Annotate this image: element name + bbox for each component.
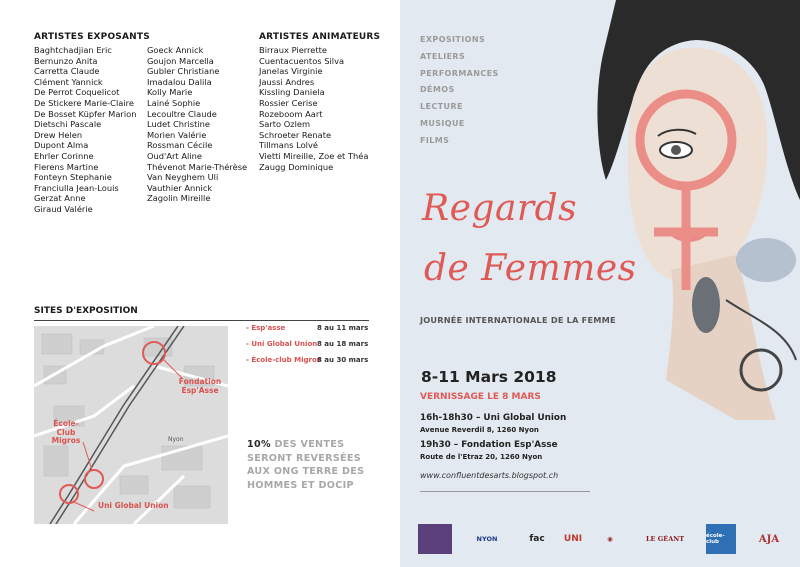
divider xyxy=(420,491,590,492)
artist-name: Baghtchadjian Eric xyxy=(34,45,112,55)
activity-item: LECTURE xyxy=(420,102,463,112)
event-time: 19h30 – Fondation Esp'Asse xyxy=(420,440,558,450)
sponsor-logos xyxy=(418,524,794,556)
map-label-uni: Uni Global Union xyxy=(98,501,169,510)
website-link[interactable]: www.confluentdesarts.blogspot.ch xyxy=(420,471,559,480)
artist-name: Rozeboom Aart xyxy=(259,108,323,119)
artist-name: De Stickere Marie-Claire xyxy=(34,97,134,108)
artist-name: Van Neyghem Uli xyxy=(147,172,219,183)
artist-name: Dupont Alma xyxy=(34,140,89,151)
animateurs-title: ARTISTES ANIMATEURS xyxy=(259,32,381,42)
sites-title: SITES D'EXPOSITION xyxy=(34,306,138,316)
artist-name: Zagolin Mireille xyxy=(147,193,211,204)
map-label-fondation: Fondation Esp'Asse xyxy=(178,377,222,395)
artist-name: Kissling Daniela xyxy=(259,87,325,98)
artist-name: Clément Yannick xyxy=(34,76,103,87)
artist-name: Fonteyn Stephanie xyxy=(34,172,112,183)
artist-name: Flerens Martine xyxy=(34,161,99,172)
artist-name: Gubler Christiane xyxy=(147,66,220,77)
woman-portrait-illustration xyxy=(576,0,800,420)
artist-name: Drew Helen xyxy=(34,129,83,140)
artist-name: Birraux Pierrette xyxy=(259,45,328,55)
artist-name: Rossman Cécile xyxy=(147,140,213,151)
activity-item: FILMS xyxy=(420,135,450,145)
sponsor-logo: école-club xyxy=(706,524,736,554)
subtitle: JOURNÉE INTERNATIONALE DE LA FEMME xyxy=(420,315,616,325)
map-label-ecole: École-Club Migros xyxy=(51,419,81,445)
sponsor-logo: NYON xyxy=(476,535,498,543)
sponsor-logo: UNI xyxy=(563,534,583,544)
artist-name: De Perrot Coquelicot xyxy=(34,87,120,98)
activities-list xyxy=(420,32,499,150)
event-address: Avenue Reverdil 8, 1260 Nyon xyxy=(420,426,539,434)
artist-name: Morien Valérie xyxy=(147,129,207,140)
exposants-title: ARTISTES EXPOSANTS xyxy=(34,32,150,42)
artist-name: Lecoultre Claude xyxy=(147,108,217,119)
artist-name: Carretta Claude xyxy=(34,66,100,77)
right-panel xyxy=(400,0,800,567)
artist-name: Ludet Christine xyxy=(147,119,211,130)
title-regards: Regards xyxy=(422,188,578,229)
artist-name: Zaugg Dominique xyxy=(259,161,334,172)
artist-name: Giraud Valérie xyxy=(34,203,93,214)
vernissage: VERNISSAGE LE 8 MARS xyxy=(420,392,541,402)
activity-item: ATELIERS xyxy=(420,51,466,61)
artist-name: Gerzat Anne xyxy=(34,193,86,204)
artist-name: Oud'Art Aline xyxy=(147,150,202,161)
sponsor-logo: LE GÉANT xyxy=(645,535,685,543)
sponsor-logo: ◉ xyxy=(607,535,613,543)
artist-name: Imadalou Dalila xyxy=(147,76,212,87)
exposants-list-2 xyxy=(147,45,247,204)
donation-note: 10% DES VENTES SERONT REVERSÉES AUX ONG TERRE DES HOMMES ET DOCIP xyxy=(247,439,365,491)
artist-name: Franciulla Jean-Louis xyxy=(34,182,119,193)
artist-name: Goeck Annick xyxy=(147,45,204,55)
left-panel: ARTISTES EXPOSANTS Baghtchadjian Eric Bernunzo Anita Carretta Claude Clément Yannick De Perrot Coquelicot De Stickere Marie-Claire De Bosset Küpfer Marion Dietschi Pascale Drew Helen Dupont Alma Ehrler Corinne Flerens Martine Fonteyn Stephanie Franciulla Jean-Louis Gerzat Anne Giraud Valérie Goeck Annick Goujon Marcella Gubler Christiane Imadalou Dalila Kolly Marie Lainé Sophie Lecoultre Claude Ludet Christine Morien Valérie Rossman Cécile Oud'Art Aline Thévenot Marie-Thérèse Van Neyghem Uli Vauthier Annick Zagolin Mireille ARTISTES ANIMATEURS Birraux Pierrette Cuentacuentos Silva Janelas Virginie Jaussi Andres Kissling Daniela Rossier Cerise Rozeboom Aart Sarto Ozlem Schroeter Renate Tillmans Lolvé Vietti Mireille, Zoe et Théa Zaugg Dominique SITES D'EXPOSITION Fondation Esp'Asse École-Club Migros Uni Global Union Nyon - Esp'asse 8 au 11 mars - Uni Global Union 8 au 18 mars - École-club Migros 8 au 30 mars 10% DES VENTES SERONT REVERSÉES AUX ONG TERRE DES HOMMES ET DOCIP xyxy=(0,0,400,567)
artist-name: Jaussi Andres xyxy=(259,76,315,87)
activity-item: MUSIQUE xyxy=(420,118,465,128)
activity-item: EXPOSITIONS xyxy=(420,35,486,44)
exposants-list-1 xyxy=(34,45,136,215)
artist-name: Tillmans Lolvé xyxy=(259,140,318,151)
artist-name: Dietschi Pascale xyxy=(34,119,102,130)
event-time: 16h-18h30 – Uni Global Union xyxy=(420,413,567,423)
artist-name: Goujon Marcella xyxy=(147,55,214,66)
artist-name: Ehrler Corinne xyxy=(34,150,94,161)
artist-name: Vietti Mireille, Zoe et Théa xyxy=(259,150,369,161)
sponsor-logo: AJA xyxy=(758,533,780,545)
title-de-femmes: de Femmes xyxy=(424,248,637,289)
divider xyxy=(34,320,369,321)
artist-name: Sarto Ozlem xyxy=(259,119,311,130)
event-address: Route de l'Etraz 20, 1260 Nyon xyxy=(420,453,543,461)
artist-name: Cuentacuentos Silva xyxy=(259,55,345,66)
activity-item: DÉMOS xyxy=(420,85,455,95)
artist-name: Lainé Sophie xyxy=(147,97,201,108)
sponsor-logo: fac xyxy=(529,534,545,544)
artist-name: Schroeter Renate xyxy=(259,129,332,140)
event-dates: 8-11 Mars 2018 xyxy=(421,368,557,386)
artist-name: Bernunzo Anita xyxy=(34,55,98,66)
location-map xyxy=(34,326,228,524)
artist-name: Rossier Cerise xyxy=(259,97,318,108)
artist-name: Janelas Virginie xyxy=(259,66,323,77)
sponsor-logo xyxy=(418,524,452,554)
artist-name: Kolly Marie xyxy=(147,87,193,98)
animateurs-list xyxy=(259,45,368,172)
artist-name: De Bosset Küpfer Marion xyxy=(34,108,137,119)
map-label-nyon: Nyon xyxy=(168,436,184,443)
activity-item: PERFORMANCES xyxy=(420,68,499,78)
artist-name: Thévenot Marie-Thérèse xyxy=(147,161,248,172)
artist-name: Vauthier Annick xyxy=(147,182,213,193)
